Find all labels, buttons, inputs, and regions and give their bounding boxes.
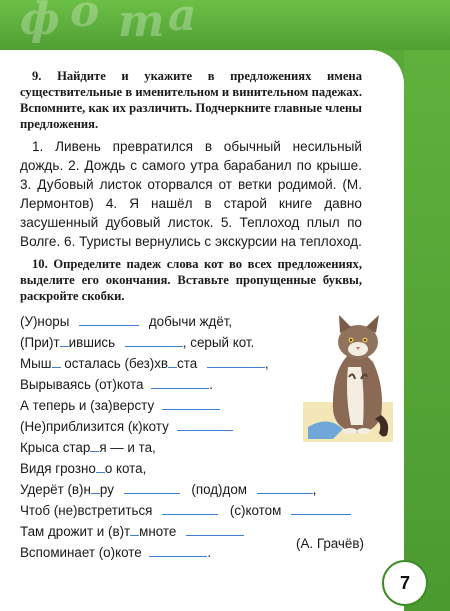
letter-blank[interactable]: [52, 353, 61, 368]
poem-text: добычи ждёт,: [148, 314, 233, 329]
task-10-instruction-part-a: Определите падеж слова: [53, 257, 205, 271]
blank-field[interactable]: [257, 479, 313, 494]
task-9-text: [20, 137, 362, 251]
blank-field[interactable]: [162, 500, 218, 515]
blank-field[interactable]: [177, 416, 233, 431]
task-9-number: 9.: [32, 69, 42, 83]
poem-line-3: [20, 353, 350, 374]
poem-text: А теперь и (за)версту: [20, 398, 155, 413]
poem: [20, 311, 350, 563]
task-10-instruction-part-b: во всех предложениях, выделите его окончания. Вставьте пропущенные буквы, раскройте скобки.: [20, 257, 362, 303]
blank-field[interactable]: [79, 311, 139, 326]
poem-text: (под)дом: [191, 482, 247, 497]
task-10-number: 10.: [32, 257, 48, 271]
letter-blank[interactable]: [168, 353, 177, 368]
poem-text: о кота,: [104, 461, 147, 476]
poem-text: ру: [99, 482, 114, 497]
page-number-badge: 7: [382, 560, 428, 606]
header-decoration: ф о т а: [20, 0, 197, 47]
blank-field[interactable]: [207, 353, 265, 368]
blank-field[interactable]: [186, 521, 244, 536]
keyword-kot: кот: [204, 257, 224, 271]
poem-text: .: [209, 377, 213, 392]
letter-blank[interactable]: [91, 479, 100, 494]
cat-pupil-right: [364, 339, 366, 341]
poem-line-9: [20, 479, 350, 500]
poem-line-6: [20, 416, 350, 437]
poem-text: .: [207, 545, 212, 560]
poem-text: осталась (без)хв: [64, 356, 169, 371]
poem-text: Удерёт (в)н: [20, 482, 91, 497]
poem-text: я — и та,: [99, 440, 156, 455]
letter-blank[interactable]: [90, 437, 99, 452]
poem-text: (При)т: [20, 335, 60, 350]
poem-text: (У)норы: [20, 314, 70, 329]
poem-text: Мыш: [20, 356, 52, 371]
poem-line-5: [20, 395, 350, 416]
poem-line-1: [20, 311, 350, 332]
right-margin-band: [404, 50, 450, 611]
poem-text: Там дрожит и (в)т: [20, 524, 131, 539]
blank-field[interactable]: [125, 332, 183, 347]
cat-paw-left: [343, 428, 357, 434]
poem-text: Вспоминает (о)коте: [20, 545, 142, 560]
poem-author: (А. Грачёв): [296, 536, 364, 551]
cat-pupil-left: [350, 339, 352, 341]
poem-text: Видя грозно: [20, 461, 96, 476]
poem-text: Чтоб (не)встретиться: [20, 503, 153, 518]
poem-text: ,: [264, 356, 269, 371]
poem-text: Крыса стар: [20, 440, 91, 455]
poem-text: ившись: [68, 335, 116, 350]
letter-blank[interactable]: [130, 521, 139, 536]
task-9-instruction-text: Найдите и укажите в предложениях имена существительные в именительном и винительном падежах. Вспомните, как их различить. Подчеркните главные члены предложения.: [20, 69, 362, 131]
poem-text: мноте: [139, 524, 177, 539]
poem-text: (Не)приблизится (к)коту: [20, 419, 169, 434]
poem-text: Вырываясь (от)кота: [20, 377, 144, 392]
blank-field[interactable]: [291, 500, 351, 515]
poem-line-2: [20, 332, 350, 353]
blank-field[interactable]: [149, 542, 207, 557]
cat-illustration: [303, 307, 393, 442]
blank-field[interactable]: [151, 374, 209, 389]
task-9-sentences: 1. Ливень превратился в обычный несильный дождь. 2. Дождь с самого утра барабанил по крыше. 3. Дубовый листок оторвался от ветки родимой. (М. Лермонтов) 4. Я нашёл в старой книге давно засушенный дубовый листок. 5. Теплоход плыл по Волге. 6. Туристы вернулись с экскурсии на теплоход.: [20, 139, 362, 249]
poem-text: ,: [312, 482, 317, 497]
blank-field[interactable]: [162, 395, 220, 410]
page-header-band: [0, 0, 450, 50]
task-9-instruction: [20, 68, 362, 132]
poem-line-7: [20, 437, 350, 458]
blank-field[interactable]: [124, 479, 180, 494]
letter-blank[interactable]: [96, 458, 105, 473]
poem-line-10: [20, 500, 350, 521]
task-10-instruction: [20, 256, 362, 304]
poem-line-4: [20, 374, 350, 395]
poem-text: , серый кот.: [182, 335, 255, 350]
cat-paw-right: [357, 428, 371, 434]
poem-line-8: [20, 458, 350, 479]
poem-text: ста: [177, 356, 198, 371]
poem-text: (с)котом: [229, 503, 282, 518]
letter-blank[interactable]: [60, 332, 69, 347]
